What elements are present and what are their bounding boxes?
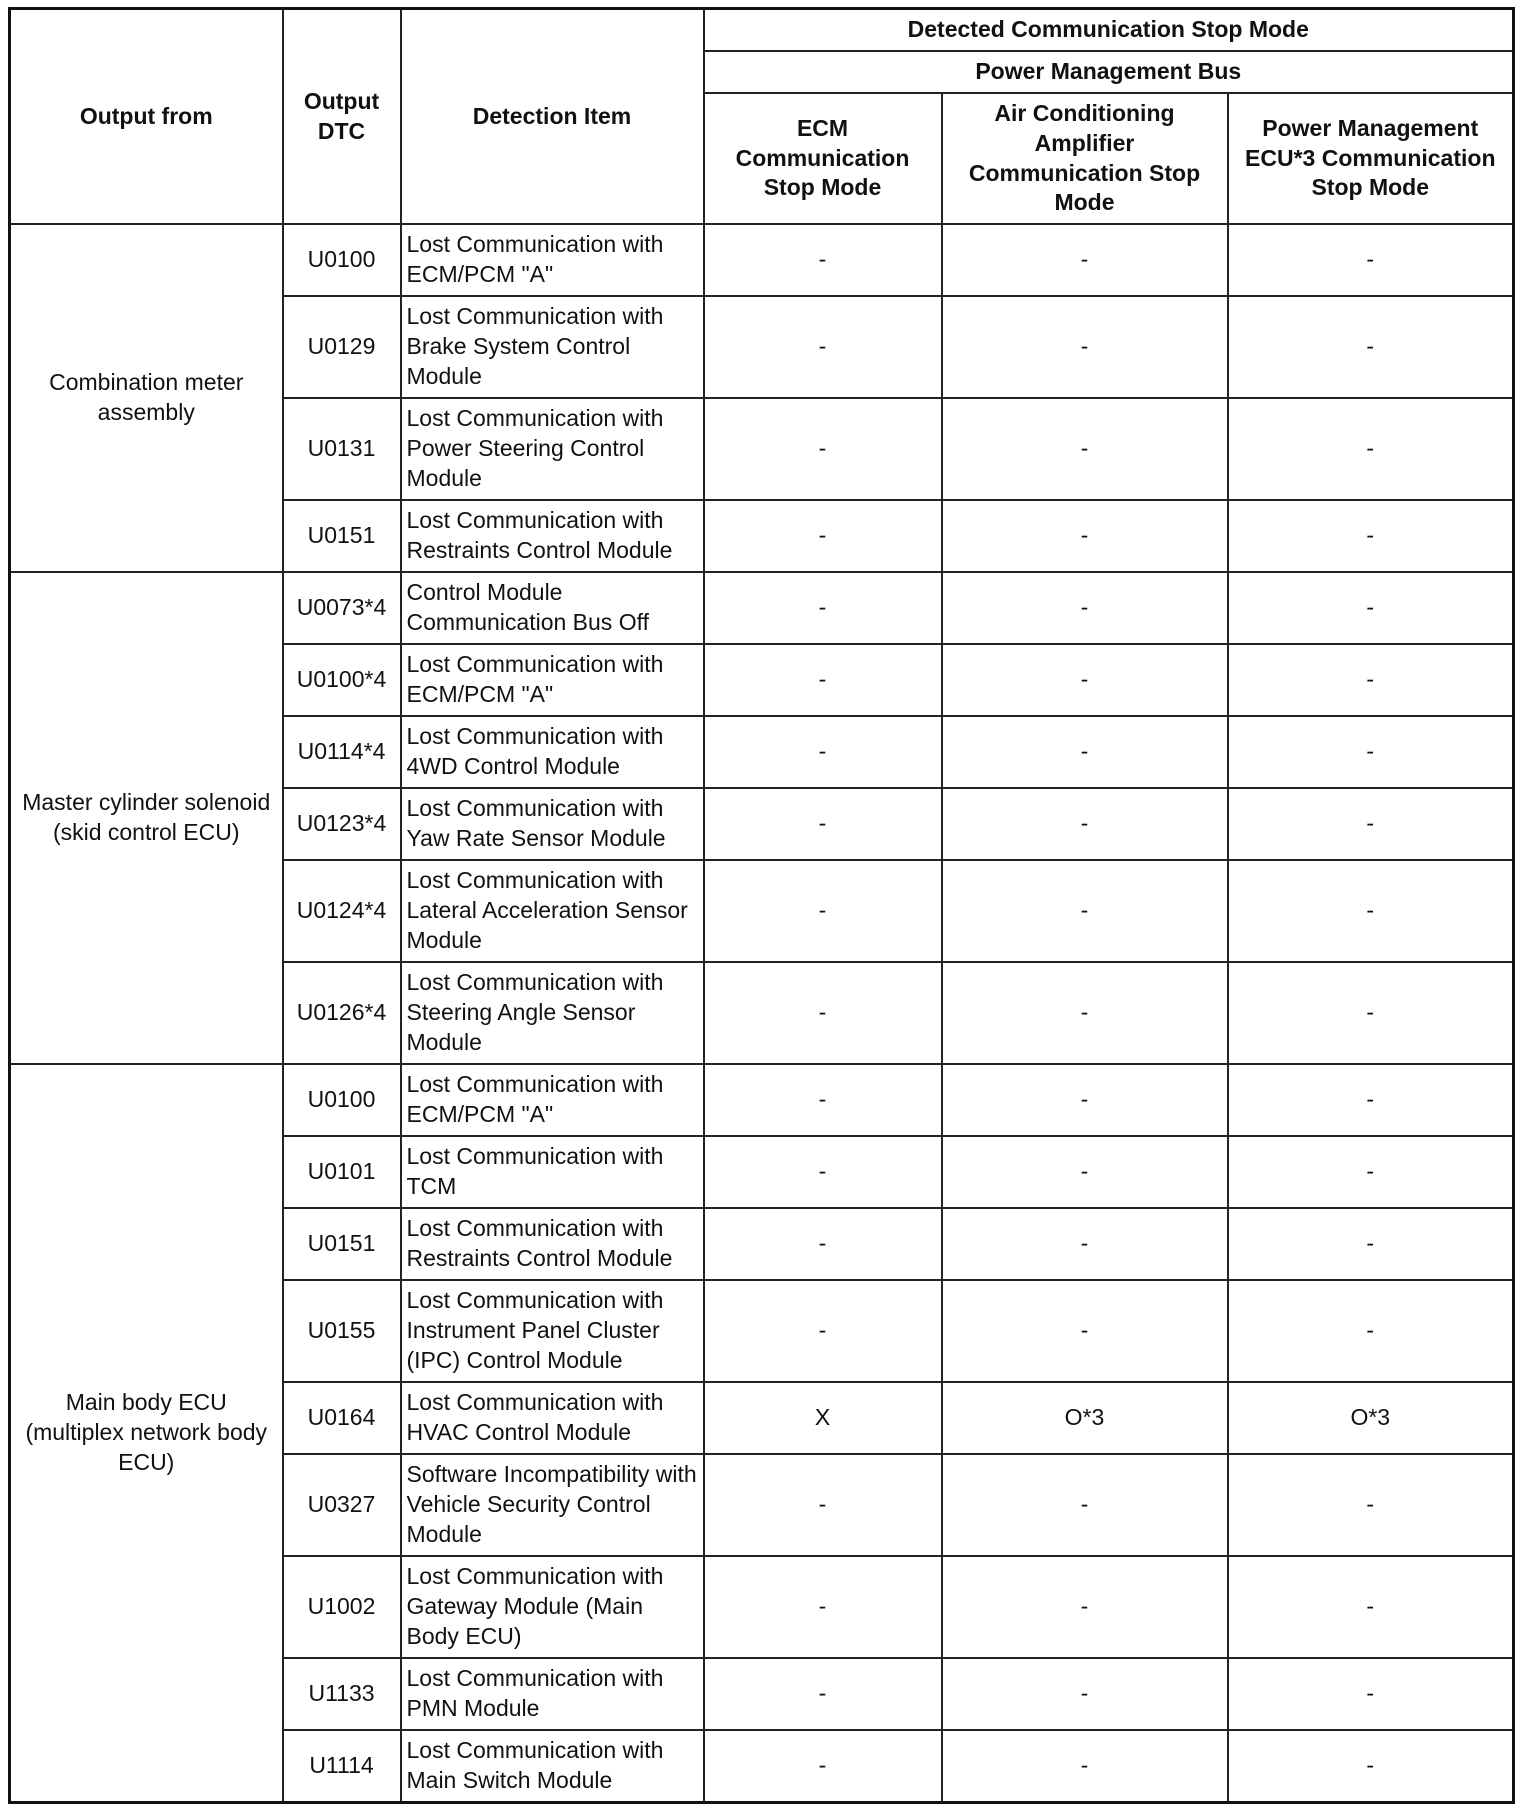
pm-mode-cell: - xyxy=(1228,500,1514,572)
pm-mode-cell: - xyxy=(1228,1064,1514,1136)
dtc-cell: U1114 xyxy=(283,1730,401,1803)
dtc-cell: U0164 xyxy=(283,1382,401,1454)
ecm-mode-cell: X xyxy=(704,1382,942,1454)
ac-mode-cell: - xyxy=(942,962,1228,1064)
ac-mode-cell: - xyxy=(942,572,1228,644)
pm-mode-cell: - xyxy=(1228,398,1514,500)
pm-mode-cell: - xyxy=(1228,1208,1514,1280)
ac-mode-cell: - xyxy=(942,1556,1228,1658)
detection-item-cell: Lost Communication with Restraints Control Module xyxy=(401,1208,704,1280)
header-detected-mode: Detected Communication Stop Mode xyxy=(704,9,1514,52)
dtc-cell: U0100*4 xyxy=(283,644,401,716)
dtc-cell: U0129 xyxy=(283,296,401,398)
pm-mode-cell: - xyxy=(1228,1658,1514,1730)
detection-item-cell: Lost Communication with TCM xyxy=(401,1136,704,1208)
ac-mode-cell: - xyxy=(942,1064,1228,1136)
dtc-cell: U1133 xyxy=(283,1658,401,1730)
output-from-cell: Combination meter assembly xyxy=(10,224,283,572)
ecm-mode-cell: - xyxy=(704,224,942,296)
dtc-cell: U0100 xyxy=(283,224,401,296)
ecm-mode-cell: - xyxy=(704,788,942,860)
detection-item-cell: Lost Communication with Brake System Control Module xyxy=(401,296,704,398)
table-body xyxy=(10,224,1514,1803)
ac-mode-cell: - xyxy=(942,1208,1228,1280)
ecm-mode-cell: - xyxy=(704,1280,942,1382)
dtc-cell: U0114*4 xyxy=(283,716,401,788)
header-output-dtc: Output DTC xyxy=(283,9,401,225)
detection-item-cell: Lost Communication with Lateral Acceleration Sensor Module xyxy=(401,860,704,962)
dtc-cell: U0131 xyxy=(283,398,401,500)
dtc-cell: U0073*4 xyxy=(283,572,401,644)
pm-mode-cell: - xyxy=(1228,1280,1514,1382)
dtc-cell: U0151 xyxy=(283,1208,401,1280)
ecm-mode-cell: - xyxy=(704,962,942,1064)
pm-mode-cell: - xyxy=(1228,962,1514,1064)
ecm-mode-cell: - xyxy=(704,572,942,644)
header-bus: Power Management Bus xyxy=(704,51,1514,93)
pm-mode-cell: - xyxy=(1228,788,1514,860)
pm-mode-cell: - xyxy=(1228,296,1514,398)
detection-item-cell: Lost Communication with Restraints Control Module xyxy=(401,500,704,572)
ecm-mode-cell: - xyxy=(704,1730,942,1803)
dtc-cell: U0100 xyxy=(283,1064,401,1136)
ac-mode-cell: - xyxy=(942,1280,1228,1382)
dtc-cell: U0327 xyxy=(283,1454,401,1556)
detection-item-cell: Lost Communication with Yaw Rate Sensor Module xyxy=(401,788,704,860)
pm-mode-cell: - xyxy=(1228,644,1514,716)
ac-mode-cell: - xyxy=(942,1658,1228,1730)
header-ac-mode: Air Conditioning Amplifier Communication Stop Mode xyxy=(942,93,1228,224)
detection-item-cell: Lost Communication with Main Switch Module xyxy=(401,1730,704,1803)
ac-mode-cell: - xyxy=(942,1454,1228,1556)
ac-mode-cell: O*3 xyxy=(942,1382,1228,1454)
ac-mode-cell: - xyxy=(942,398,1228,500)
ecm-mode-cell: - xyxy=(704,1454,942,1556)
ac-mode-cell: - xyxy=(942,1136,1228,1208)
detection-item-cell: Lost Communication with Instrument Panel Cluster (IPC) Control Module xyxy=(401,1280,704,1382)
ac-mode-cell: - xyxy=(942,788,1228,860)
detection-item-cell: Lost Communication with PMN Module xyxy=(401,1658,704,1730)
detection-item-cell: Lost Communication with Gateway Module (Main Body ECU) xyxy=(401,1556,704,1658)
detection-item-cell: Lost Communication with ECM/PCM "A" xyxy=(401,644,704,716)
ecm-mode-cell: - xyxy=(704,398,942,500)
detection-item-cell: Software Incompatibility with Vehicle Security Control Module xyxy=(401,1454,704,1556)
header-ecm-mode: ECM Communication Stop Mode xyxy=(704,93,942,224)
dtc-cell: U0151 xyxy=(283,500,401,572)
ac-mode-cell: - xyxy=(942,224,1228,296)
ecm-mode-cell: - xyxy=(704,716,942,788)
output-from-cell: Master cylinder solenoid (skid control ECU) xyxy=(10,572,283,1064)
output-from-cell: Main body ECU (multiplex network body ECU) xyxy=(10,1064,283,1803)
pm-mode-cell: - xyxy=(1228,1730,1514,1803)
header-detection-item: Detection Item xyxy=(401,9,704,225)
pm-mode-cell: O*3 xyxy=(1228,1382,1514,1454)
ecm-mode-cell: - xyxy=(704,1136,942,1208)
pm-mode-cell: - xyxy=(1228,224,1514,296)
ecm-mode-cell: - xyxy=(704,644,942,716)
detection-item-cell: Lost Communication with Power Steering Control Module xyxy=(401,398,704,500)
ac-mode-cell: - xyxy=(942,716,1228,788)
ecm-mode-cell: - xyxy=(704,296,942,398)
ac-mode-cell: - xyxy=(942,1730,1228,1803)
table-header xyxy=(10,9,1514,225)
table-row xyxy=(10,224,1514,296)
table-row xyxy=(10,1064,1514,1136)
ac-mode-cell: - xyxy=(942,296,1228,398)
detection-item-cell: Lost Communication with ECM/PCM "A" xyxy=(401,1064,704,1136)
ac-mode-cell: - xyxy=(942,860,1228,962)
dtc-cell: U0101 xyxy=(283,1136,401,1208)
ac-mode-cell: - xyxy=(942,644,1228,716)
dtc-cell: U0124*4 xyxy=(283,860,401,962)
dtc-cell: U0155 xyxy=(283,1280,401,1382)
pm-mode-cell: - xyxy=(1228,716,1514,788)
ecm-mode-cell: - xyxy=(704,1208,942,1280)
dtc-cell: U0123*4 xyxy=(283,788,401,860)
pm-mode-cell: - xyxy=(1228,860,1514,962)
dtc-cell: U0126*4 xyxy=(283,962,401,1064)
ecm-mode-cell: - xyxy=(704,1556,942,1658)
ecm-mode-cell: - xyxy=(704,500,942,572)
dtc-table xyxy=(8,7,1515,1804)
detection-item-cell: Lost Communication with HVAC Control Module xyxy=(401,1382,704,1454)
detection-item-cell: Lost Communication with 4WD Control Module xyxy=(401,716,704,788)
ecm-mode-cell: - xyxy=(704,860,942,962)
detection-item-cell: Lost Communication with ECM/PCM "A" xyxy=(401,224,704,296)
pm-mode-cell: - xyxy=(1228,1136,1514,1208)
ecm-mode-cell: - xyxy=(704,1064,942,1136)
ecm-mode-cell: - xyxy=(704,1658,942,1730)
ac-mode-cell: - xyxy=(942,500,1228,572)
dtc-cell: U1002 xyxy=(283,1556,401,1658)
header-pm-mode: Power Management ECU*3 Communication Stop Mode xyxy=(1228,93,1514,224)
pm-mode-cell: - xyxy=(1228,1556,1514,1658)
header-output-from: Output from xyxy=(10,9,283,225)
detection-item-cell: Lost Communication with Steering Angle Sensor Module xyxy=(401,962,704,1064)
pm-mode-cell: - xyxy=(1228,1454,1514,1556)
pm-mode-cell: - xyxy=(1228,572,1514,644)
detection-item-cell: Control Module Communication Bus Off xyxy=(401,572,704,644)
table-row xyxy=(10,572,1514,644)
